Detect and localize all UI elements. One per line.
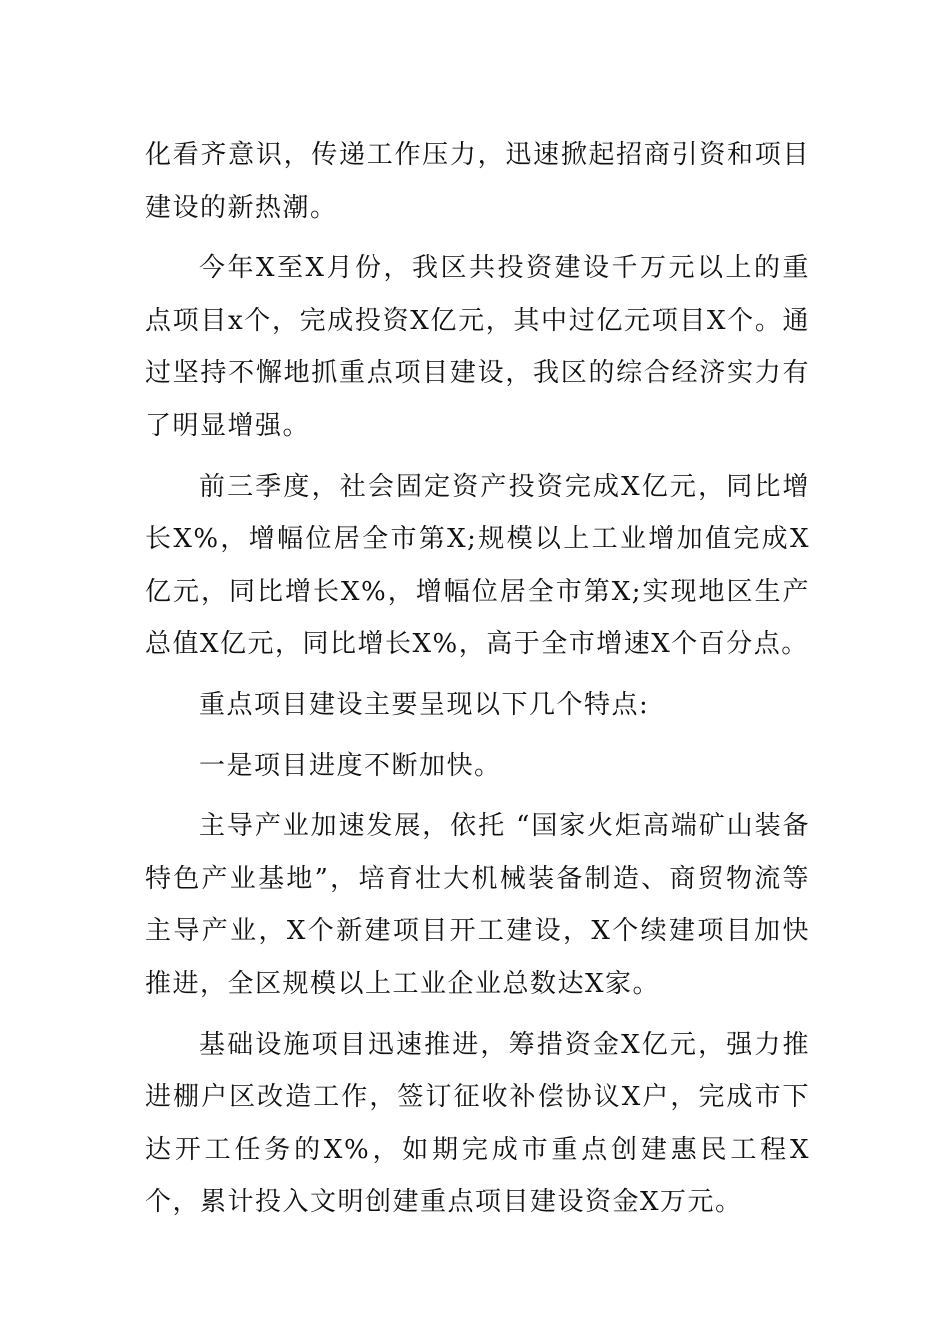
paragraph-4: 重点项目建设主要呈现以下几个特点: — [199, 689, 650, 720]
document-body — [145, 129, 810, 1229]
paragraph-3: 前三季度，社会固定资产投资完成X亿元，同比增长X%，增幅位居全市第X;规模以上工业增加值完成X亿元，同比增长X%，增幅位居全市第X;实现地区生产总值X亿元，同比增长X%，高于全市增速X个百分点。 — [145, 471, 810, 660]
paragraph-7: 基础设施项目迅速推进，筹措资金X亿元，强力推进棚户区改造工作，签订征收补偿协议X户，完成市下达开工任务的X%，如期完成市重点创建惠民工程X个，累计投入文明创建重点项目建设资金X万元。 — [145, 1029, 810, 1218]
paragraph-5: 一是项目进度不断加快。 — [199, 750, 502, 781]
paragraph-1: 化看齐意识，传递工作压力，迅速掀起招商引资和项目建设的新热潮。 — [145, 140, 810, 223]
paragraph-6: 主导产业加速发展，依托 “国家火炬高端矿山装备特色产业基地”，培育壮大机械装备制造、商贸物流等主导产业，X个新建项目开工建设，X个续建项目加快推进，全区规模以上工业企业总数达X家。 — [145, 811, 810, 999]
paragraph-2: 今年X至X月份，我区共投资建设千万元以上的重点项目x个，完成投资X亿元，其中过亿元项目X个。通过坚持不懈地抓重点项目建设，我区的综合经济实力有了明显增强。 — [145, 253, 810, 441]
